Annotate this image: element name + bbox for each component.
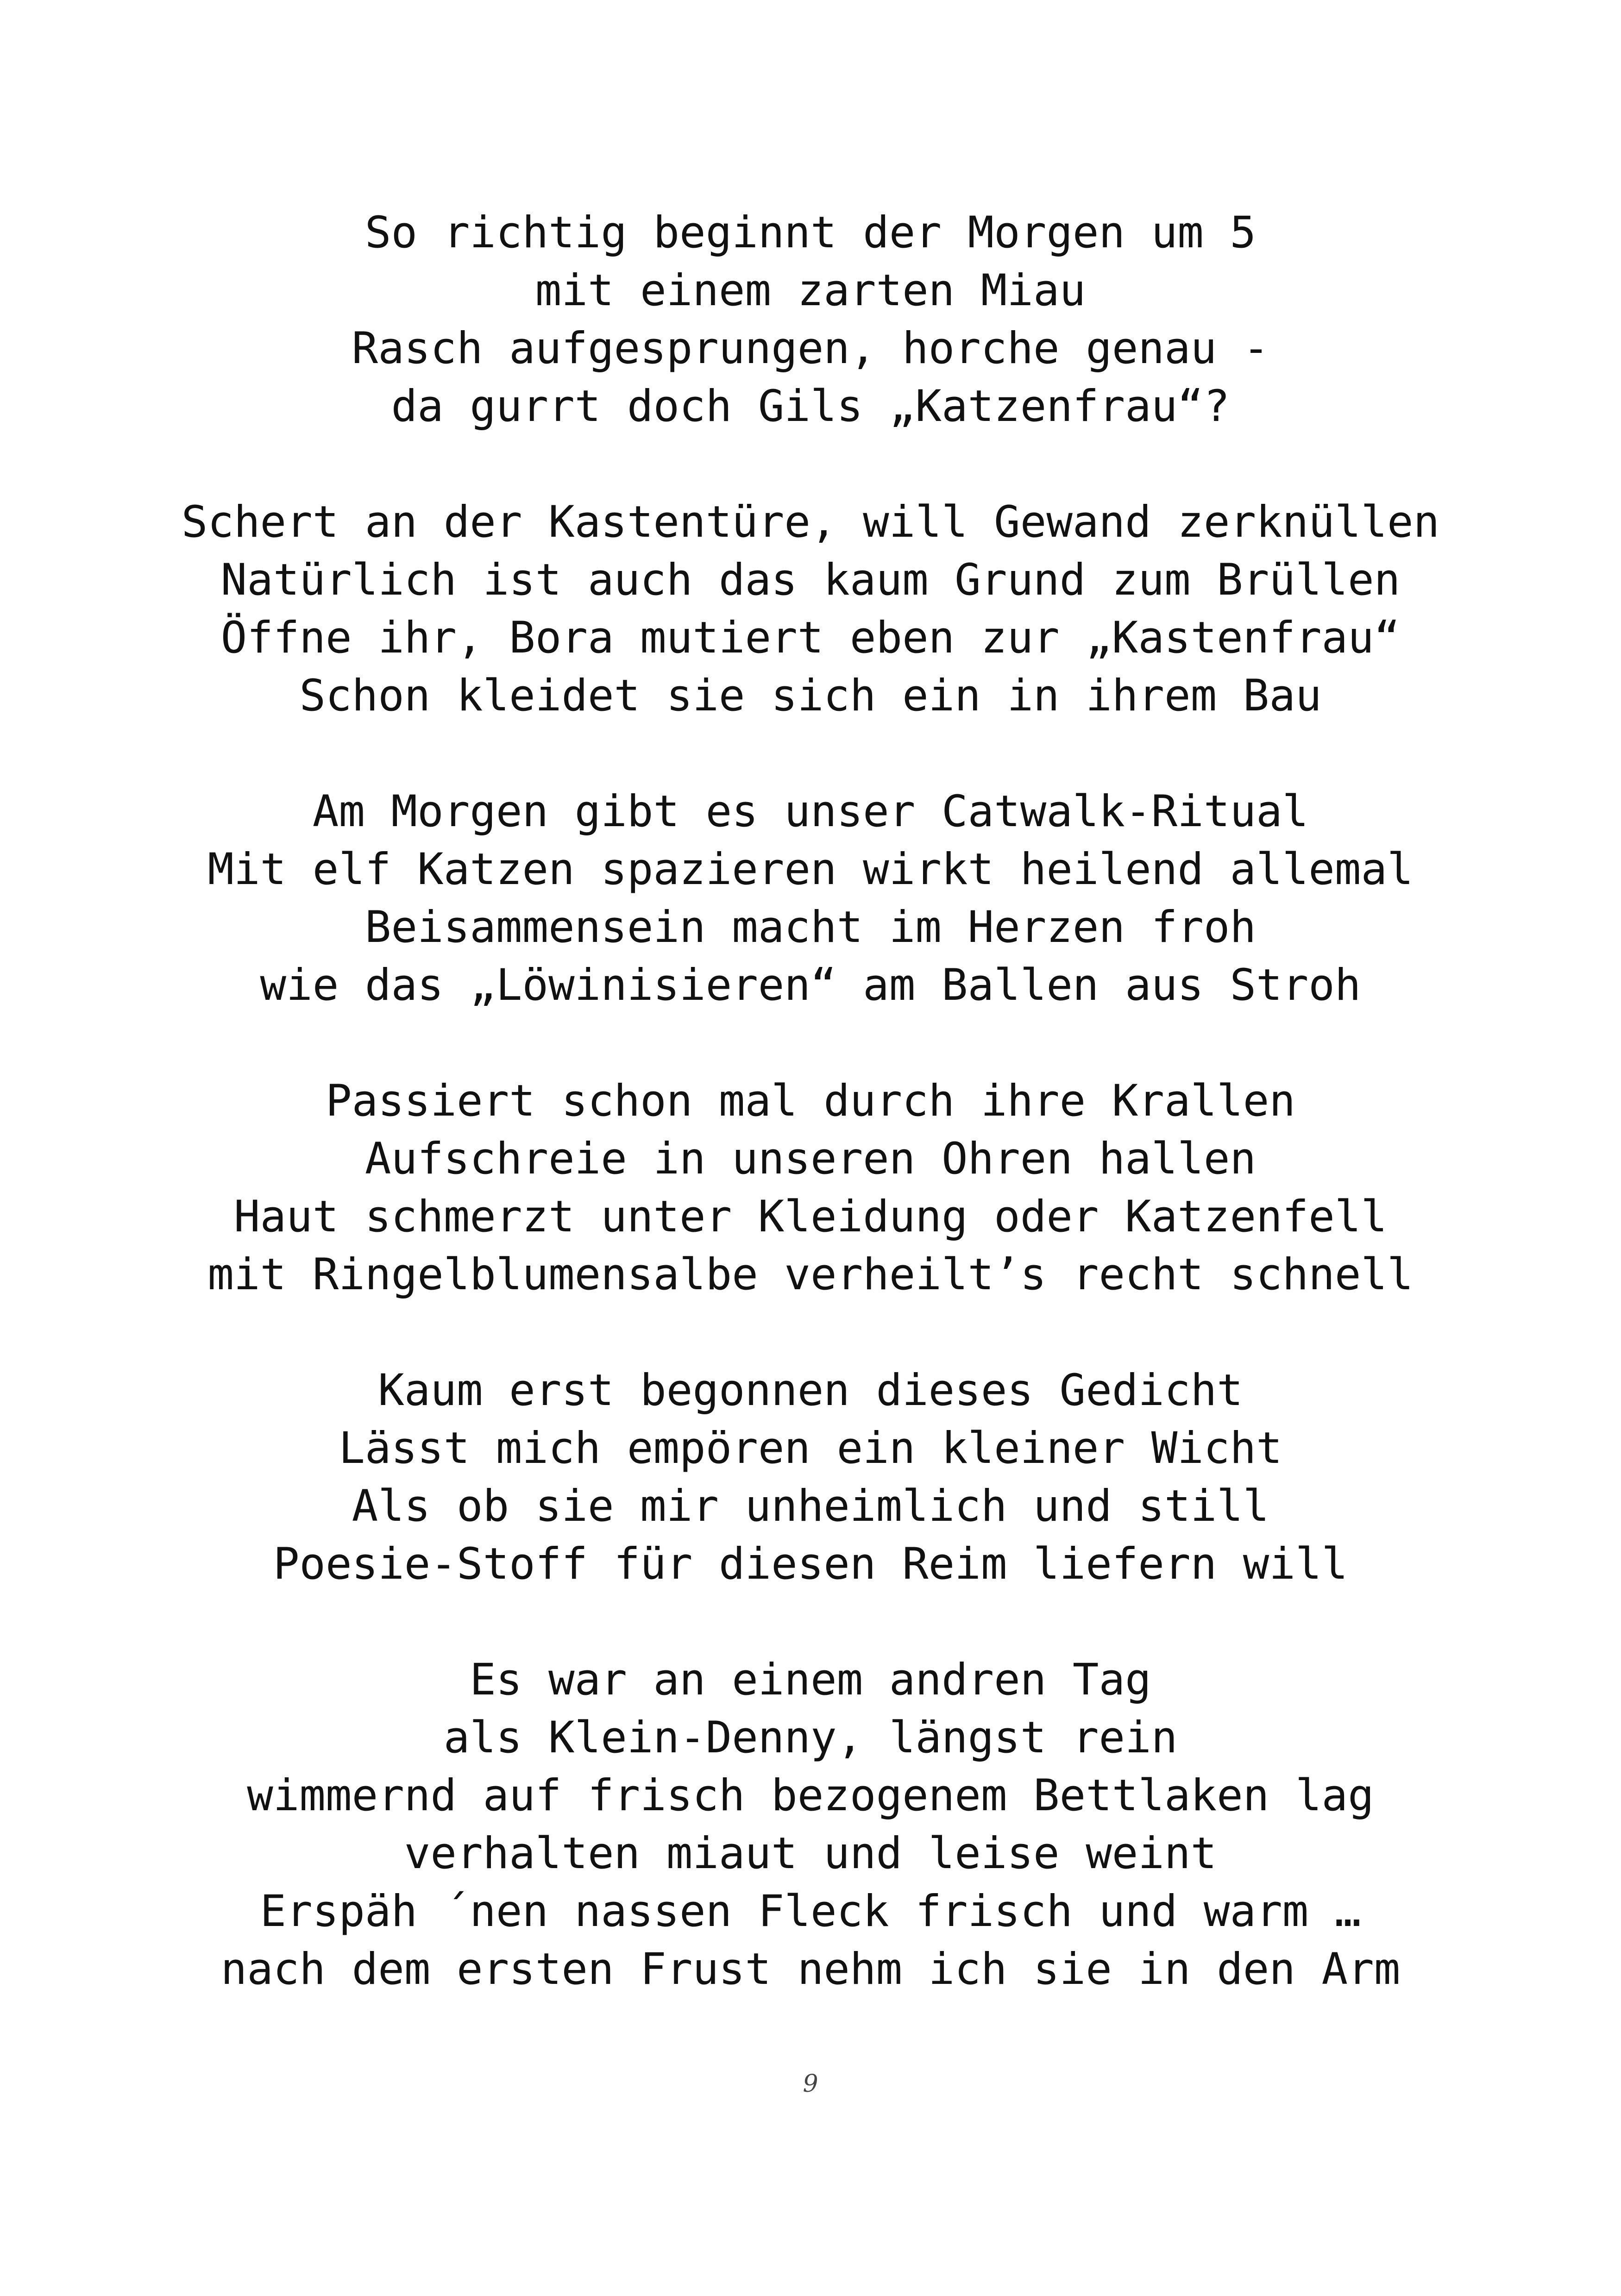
poem-line: Aufschreie in unseren Ohren hallen: [364, 1134, 1257, 1184]
poem-body: [0, 204, 1621, 2056]
poem-line: Schon kleidet sie sich ein in ihrem Bau: [299, 671, 1322, 721]
poem-line: Rasch aufgesprungen, horche genau -: [352, 323, 1269, 374]
page-number: 9: [803, 2070, 818, 2098]
stanza: [0, 1361, 1621, 1593]
stanza: [0, 1072, 1621, 1304]
poem-line: Erspäh ´nen nassen Fleck frisch und warm …: [260, 1886, 1361, 1937]
stanza: [0, 204, 1621, 435]
poem-line: Passiert schon mal durch ihre Krallen: [326, 1076, 1295, 1126]
poem-line: Am Morgen gibt es unser Catwalk-Ritual: [312, 786, 1309, 837]
poem-line: Haut schmerzt unter Kleidung oder Katzenfell: [233, 1192, 1388, 1242]
poem-line: Als ob sie mir unheimlich und still: [352, 1481, 1269, 1531]
poem-line: Öffne ihr, Bora mutiert eben zur „Kastenfrau“: [220, 613, 1401, 663]
stanza: [0, 493, 1621, 725]
poem-line: Natürlich ist auch das kaum Grund zum Brüllen: [220, 555, 1401, 605]
poem-line: Beisammensein macht im Herzen froh: [364, 902, 1257, 953]
poem-line: mit einem zarten Miau: [535, 265, 1086, 316]
poem-line: wimmernd auf frisch bezogenem Bettlaken lag: [247, 1770, 1374, 1821]
poem-line: mit Ringelblumensalbe verheilt’s recht schnell: [207, 1249, 1414, 1300]
stanza: [0, 783, 1621, 1014]
poem-line: da gurrt doch Gils „Katzenfrau“?: [391, 381, 1230, 432]
poem-line: Lässt mich empören ein kleiner Wicht: [339, 1423, 1282, 1474]
poem-line: Kaum erst begonnen dieses Gedicht: [378, 1365, 1243, 1416]
poem-line: Mit elf Katzen spazieren wirkt heilend allemal: [207, 844, 1414, 895]
poem-line: als Klein-Denny, längst rein: [443, 1713, 1178, 1763]
poem-line: Poesie-Stoff für diesen Reim liefern will: [273, 1539, 1348, 1589]
poem-line: So richtig beginnt der Morgen um 5: [364, 207, 1257, 258]
stanza: [0, 1651, 1621, 1998]
poem-line: Schert an der Kastentüre, will Gewand zerknüllen: [181, 497, 1440, 547]
poem-line: nach dem ersten Frust nehm ich sie in den Arm: [220, 1944, 1401, 1995]
poem-line: Es war an einem andren Tag: [470, 1655, 1151, 1705]
poem-line: wie das „Löwinisieren“ am Ballen aus Stroh: [260, 960, 1361, 1010]
poem-line: verhalten miaut und leise weint: [404, 1828, 1217, 1879]
